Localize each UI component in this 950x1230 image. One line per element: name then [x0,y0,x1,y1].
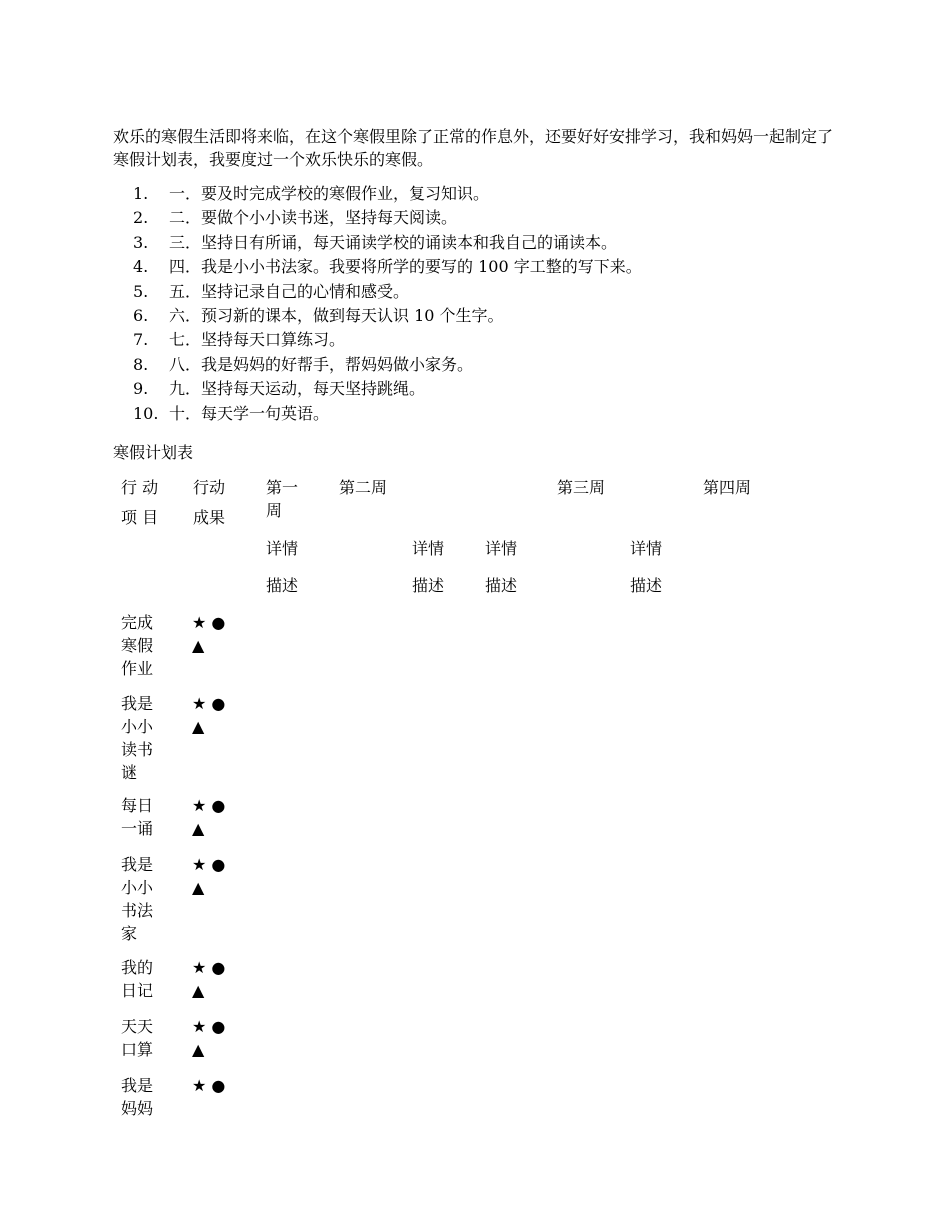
list-number: 4. [133,257,149,277]
list-text: 一．要及时完成学校的寒假作业，复习知识。 [169,184,490,203]
row-rating-symbols: ★ ● ▲ [192,613,226,655]
header-week-3: 第三周 [557,478,606,497]
header-text: 成果 [193,508,226,527]
list-item [113,206,642,230]
list-number: 10. [133,403,159,423]
list-number: 5. [133,281,149,301]
list-number: 8. [133,354,149,374]
list-text: 九．坚持每天运动，每天坚持跳绳。 [169,379,426,399]
header-detail [266,537,326,611]
list-item [113,304,642,328]
header-text: 描述 [266,576,299,595]
list-item [113,353,642,377]
header-text: 详情 [266,539,299,558]
header-text: 行 动 [121,478,159,497]
row-label: 天天口算 [121,1017,154,1059]
list-text: 二．要做个小小读书迷，坚持每天阅读。 [169,208,458,228]
row-label: 我的日记 [121,958,154,1000]
list-number: 6. [133,305,149,325]
list-item [113,182,642,206]
header-week-4: 第四周 [703,478,752,497]
list-text: 五．坚持记录自己的心情和感受。 [169,281,410,301]
list-item [113,231,642,255]
header-text: 描述 [630,576,663,595]
list-item [113,328,642,352]
row-rating-symbols: ★ ● ▲ [192,694,226,736]
header-text: 项 目 [121,508,159,527]
list-item [113,255,642,279]
header-text: 详情 [412,539,445,558]
row-label: 每日一诵 [121,796,154,838]
header-detail [630,537,690,611]
row-rating-symbols: ★ ● ▲ [192,958,226,1000]
header-result [193,476,243,536]
row-rating-symbols: ★ ● ▲ [192,855,226,897]
list-number: 2. [133,208,149,228]
row-rating-symbols: ★ ● ▲ [192,796,226,838]
list-text: 七．坚持每天口算练习。 [169,330,346,350]
header-text: 行动 [193,478,226,497]
list-number: 3. [133,232,149,252]
list-item [113,280,642,304]
list-text: 三．坚持日有所诵，每天诵读学校的诵读本和我自己的诵读本。 [169,232,618,252]
header-text: 详情 [485,539,518,558]
header-detail [485,537,545,611]
list-text: 六．预习新的课本，做到每天认识 10 个生字。 [169,305,504,325]
row-label: 我是小小书法家 [121,855,154,943]
list-item [113,377,642,401]
list-number: 9. [133,379,149,399]
list-text: 八．我是妈妈的好帮手，帮妈妈做小家务。 [169,354,474,374]
intro-paragraph: 欢乐的寒假生活即将来临，在这个寒假里除了正常的作息外，还要好好安排学习，我和妈妈一起制定了寒假计划表，我要度过一个欢乐快乐的寒假。 [113,127,834,169]
row-label: 完成寒假作业 [121,613,154,678]
list-number: 1. [133,184,149,203]
header-action-item [121,476,171,536]
header-text: 描述 [485,576,518,595]
list-text: 四．我是小小书法家。我要将所学的要写的 100 字工整的写下来。 [169,257,642,277]
table-title: 寒假计划表 [113,443,194,462]
list-number: 7. [133,330,149,350]
row-rating-symbols: ★ ● [192,1076,226,1095]
row-rating-symbols: ★ ● ▲ [192,1017,226,1059]
header-detail [412,537,472,611]
goal-list [113,182,642,426]
row-label: 我是妈妈 [121,1076,154,1118]
header-text: 详情 [630,539,663,558]
row-label: 我是小小读书谜 [121,694,154,782]
list-item [113,402,642,426]
list-text: 十．每天学一句英语。 [169,403,330,423]
header-week-2: 第二周 [339,478,388,497]
header-text: 描述 [412,576,445,595]
header-week-1: 第一周 [266,478,299,520]
